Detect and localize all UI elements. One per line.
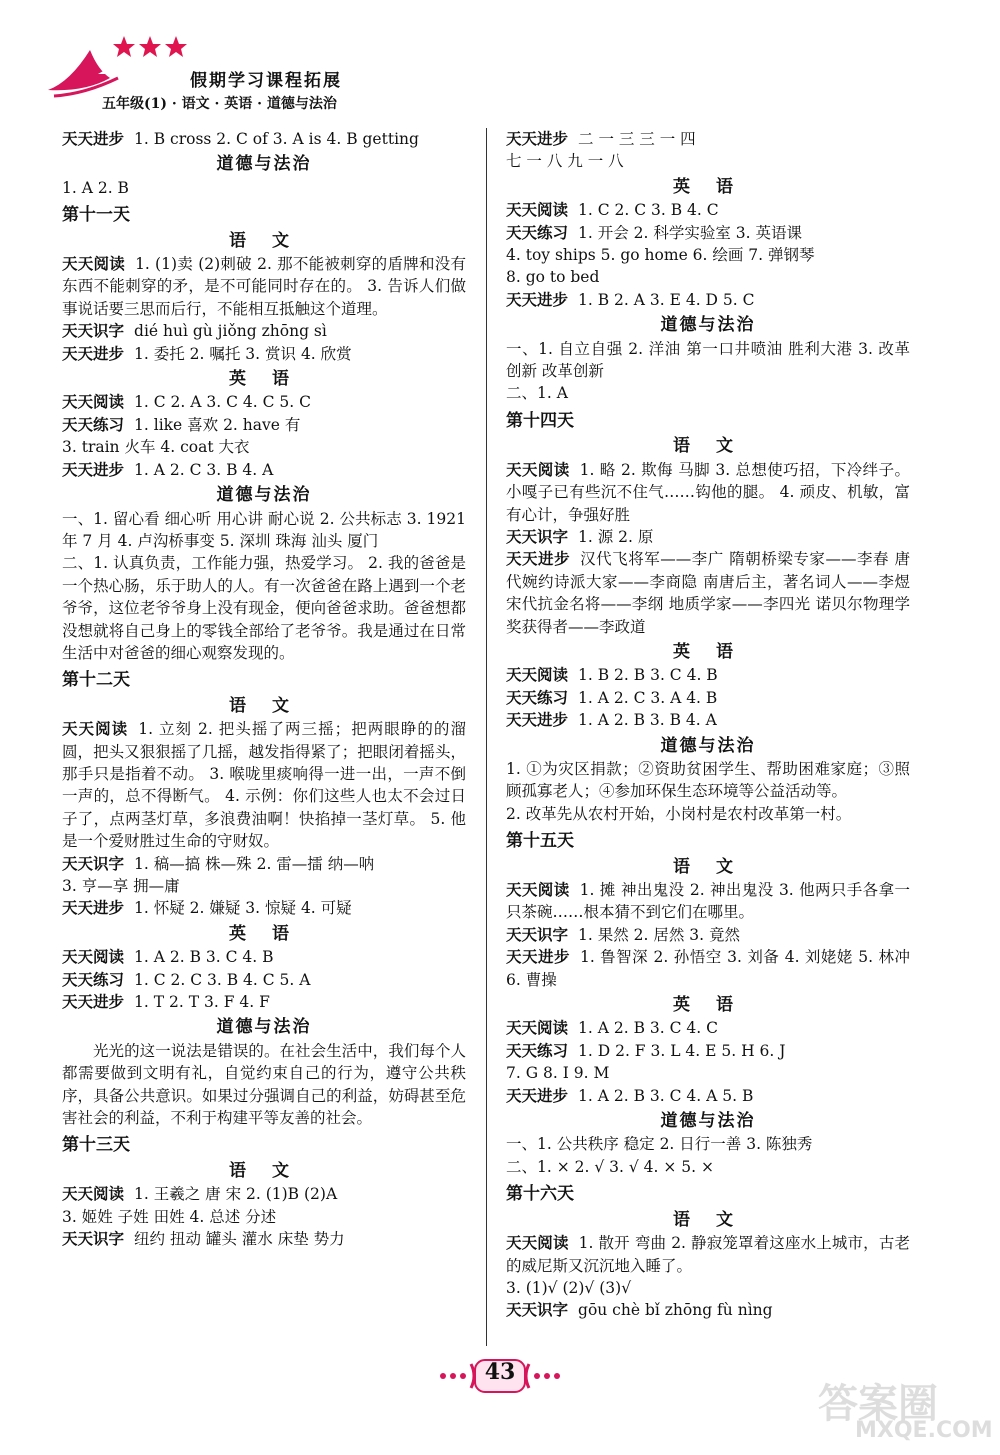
section-heading: 道德与法治 (660, 735, 756, 756)
section-heading: 语 文 (229, 695, 299, 716)
answer-line: 二、1. × 2. √ 3. √ 4. × 5. × (506, 1157, 715, 1176)
answer-line (506, 1085, 910, 1107)
item-keyword: 天天进步 (62, 344, 125, 363)
answer-text: 1. C 2. C 3. B 4. C (578, 201, 719, 220)
answer-block: 一、1. 自立自强 2. 洋油 第一口井喷油 胜利大港 3. 改革创新 改革创新 (506, 339, 910, 381)
item-keyword: 天天识字 (506, 925, 569, 944)
answer-text: 1. C 2. C 3. B 4. C 5. A (134, 970, 311, 989)
section-heading: 英 语 (229, 923, 299, 944)
answer-text: 1. 怀疑 2. 嫌疑 3. 惊疑 4. 可疑 (134, 899, 352, 918)
item-keyword: 天天阅读 (62, 948, 125, 967)
item-keyword: 天天识字 (62, 1230, 125, 1249)
answer-text: 1. 委托 2. 嘱托 3. 赏识 4. 欣赏 (134, 344, 352, 363)
answer-line: 3. 姬姓 子姓 田姓 4. 总述 分述 (62, 1207, 277, 1226)
item-keyword: 天天进步 (506, 290, 569, 309)
answer-text: 1. B 2. B 3. C 4. B (578, 666, 718, 685)
item-keyword: 天天识字 (62, 854, 125, 873)
item-keyword: 天天进步 (62, 993, 125, 1012)
answer-line (62, 414, 466, 436)
answer-text: 1. A 2. C 3. B 4. A (134, 460, 274, 479)
answer-line (62, 343, 466, 365)
item-keyword: 天天进步 (506, 1086, 569, 1105)
answer-line (62, 991, 466, 1013)
answer-text: 1. 源 2. 原 (578, 527, 654, 546)
answer-text: 纽约 扭动 罐头 灌水 床垫 势力 (134, 1230, 345, 1249)
item-keyword: 天天进步 (506, 130, 569, 148)
item-keyword: 天天阅读 (506, 1019, 569, 1038)
answer-line (62, 459, 466, 481)
answer-line: 二、1. A (506, 384, 568, 403)
item-keyword: 天天练习 (62, 415, 125, 434)
item-keyword: 天天练习 (506, 688, 569, 707)
answer-text: gōu chè bǐ zhōng fù nìng (578, 1301, 773, 1320)
answer-text: dié huì gù jiǒng zhōng sì (134, 322, 327, 341)
item-keyword: 天天阅读 (62, 720, 129, 739)
answer-text: 1. A 2. B 3. B 4. A (578, 711, 717, 730)
watermark (810, 1372, 993, 1443)
answer-block (506, 1232, 910, 1277)
answer-line (62, 391, 466, 413)
page-footer (435, 1356, 565, 1396)
page-header (40, 30, 460, 120)
watermark-url: MXQE.COM (855, 1418, 993, 1443)
section-heading: 语 文 (229, 230, 299, 251)
answer-line: 4. toy ships 5. go home 6. 绘画 7. 弹钢琴 (506, 246, 815, 265)
answer-line: 7. G 8. I 9. M (506, 1064, 610, 1083)
item-keyword: 天天阅读 (62, 255, 126, 274)
item-keyword: 天天阅读 (506, 201, 569, 220)
answer-line (62, 128, 466, 150)
answer-text: 1. A 2. C 3. A 4. B (578, 688, 718, 707)
item-keyword: 天天阅读 (506, 1234, 569, 1253)
section-heading: 语 文 (229, 1160, 299, 1181)
day-heading: 第十三天 (62, 1135, 130, 1156)
answer-block (506, 879, 910, 924)
item-keyword: 天天识字 (62, 322, 125, 341)
answer-text: 1. 开会 2. 科学实验室 3. 英语课 (578, 223, 803, 242)
answer-line: 3. (1)√ (2)√ (3)√ (506, 1278, 632, 1297)
answer-text: 1. 略 2. 欺侮 马脚 3. 总想使巧招，下冷绊子。 小嘎子已有些沉不住气……钩他的腿。 4. 顽皮、机敏，富有心计，争强好胜 (506, 460, 910, 524)
day-heading: 第十一天 (62, 205, 130, 226)
answer-line (62, 897, 466, 919)
answer-line (62, 853, 466, 875)
answer-block (506, 548, 910, 638)
answer-line (506, 687, 910, 709)
item-keyword: 天天阅读 (62, 393, 125, 412)
section-heading: 英 语 (673, 995, 743, 1016)
answer-line (62, 969, 466, 991)
answer-text: 汉代飞将军——李广 隋朝桥梁专家——李春 唐代婉约诗派大家——李商隐 南唐后主，著名词人——李煜 宋代抗金名将——李纲 地质学家——李四光 诺贝尔物理学奖获得者——李政道 (506, 550, 910, 636)
answer-block: 1. ①为灾区捐款；②资助贫困学生、帮助困难家庭；③照顾孤寡老人；④参加环保生态环境等公益活动等。 (506, 759, 910, 801)
answer-block: 2. 改革先从农村开始，小岗村是农村改革第一村。 (506, 804, 852, 823)
answer-text: 1. 果然 2. 居然 3. 竟然 (578, 925, 741, 944)
section-heading: 英 语 (673, 176, 743, 197)
answer-text: 1. 散开 弯曲 2. 静寂笼罩着这座水上城市，古老的威尼斯又沉沉地入睡了。 (506, 1234, 910, 1275)
section-heading: 道德与法治 (216, 485, 312, 506)
answer-text: 1. C 2. A 3. C 4. C 5. C (134, 393, 311, 412)
section-heading: 语 文 (673, 436, 743, 457)
answer-line (506, 1017, 910, 1039)
answer-text: 二 一 三 三 一 四 (578, 130, 696, 148)
answer-text: 1. T 2. T 3. F 4. F (134, 993, 270, 1012)
item-keyword: 天天进步 (506, 948, 570, 967)
answer-text: 1. 摊 神出鬼没 2. 神出鬼没 3. 他两只手各拿一只茶碗……根本猜不到它们在哪里。 (506, 881, 910, 922)
item-keyword: 天天进步 (506, 711, 569, 730)
day-heading: 第十五天 (506, 831, 574, 852)
page-number: 43 (484, 1359, 516, 1385)
left-column (62, 128, 466, 1251)
item-keyword: 天天练习 (506, 223, 569, 242)
answer-text: 1. A 2. B 3. C 4. C (578, 1019, 718, 1038)
answer-line: 8. go to bed (506, 268, 600, 287)
section-heading: 道德与法治 (660, 1111, 756, 1132)
section-heading: 英 语 (673, 641, 743, 662)
item-keyword: 天天进步 (62, 130, 125, 148)
answer-block (62, 253, 466, 320)
answer-text: 1. A 2. B 3. C 4. A 5. B (578, 1086, 754, 1105)
answer-line (62, 946, 466, 968)
answer-text: 1. B cross 2. C of 3. A is 4. B getting (134, 130, 419, 148)
column-divider (486, 128, 487, 1346)
section-heading: 语 文 (673, 856, 743, 877)
answer-text: 1. 鲁智深 2. 孙悟空 3. 刘备 4. 刘姥姥 5. 林冲 6. 曹操 (506, 948, 910, 989)
answer-line: 一、1. 公共秩序 稳定 2. 日行一善 3. 陈独秀 (506, 1135, 813, 1154)
item-keyword: 天天识字 (506, 527, 569, 546)
answer-text: 1. 稿—搞 株—殊 2. 雷—擂 纳—呐 (134, 854, 375, 873)
item-keyword: 天天阅读 (506, 460, 570, 479)
section-heading: 道德与法治 (216, 1017, 312, 1038)
answer-line (506, 709, 910, 731)
answer-text: 1. A 2. B 3. C 4. B (134, 948, 274, 967)
answer-line (506, 199, 910, 221)
answer-line: 3. train 火车 4. coat 大衣 (62, 438, 250, 457)
watermark-logo-text: 答案圈 (818, 1381, 938, 1427)
section-heading: 道德与法治 (660, 315, 756, 336)
item-keyword: 天天进步 (62, 899, 125, 918)
section-heading: 英 语 (229, 369, 299, 390)
answer-block (506, 459, 910, 526)
item-keyword: 天天阅读 (62, 1185, 125, 1204)
header-title: 假期学习课程拓展 (190, 71, 342, 91)
day-heading: 第十六天 (506, 1184, 574, 1205)
answer-line (62, 320, 466, 342)
answer-text: 1. 王羲之 唐 宋 2. (1)B (2)A (134, 1185, 338, 1204)
item-keyword: 天天进步 (506, 550, 571, 569)
answer-line (62, 1183, 466, 1205)
answer-line: 3. 亨—享 拥—庸 (62, 877, 180, 895)
item-keyword: 天天阅读 (506, 666, 569, 685)
answer-text: 1. D 2. F 3. L 4. E 5. H 6. J (578, 1041, 786, 1060)
answer-line: 1. A 2. B (62, 178, 129, 197)
header-subtitle: 五年级(1) · 语文 · 英语 · 道德与法治 (102, 96, 337, 112)
right-column (506, 128, 910, 1322)
item-keyword: 天天练习 (506, 1041, 569, 1060)
answer-text: 1. 立刻 2. 把头摇了两三摇；把两眼睁的的溜圆，把头又狠狠摇了几摇，越发指得紧了；把眼闭着摇头，那手只是指着不动。 3. 喉咙里痰响得一进一出，一声不倒一声的，总不得断气。 4. 示例：你们这些人也太不会过日子了，点两茎灯草，多浪费油啊！快掐掉一茎灯草。 5. 他是一个爱财胜过生命的守财奴。 (62, 720, 466, 851)
answer-block: 二、1. 认真负责，工作能力强，热爱学习。 2. 我的爸爸是一个热心肠，乐于助人的人。有一次爸爸在路上遇到一个老爷爷，这位老爷爷身上没有现金，便向爸爸求助。爸爸想都没想就将自己身上的零钱全部给了老爷爷。我是通过在日常生活中对爸爸的细心观察发现的。 (62, 554, 466, 662)
answer-line (506, 1040, 910, 1062)
answer-line (506, 1299, 910, 1321)
section-heading: 语 文 (673, 1209, 743, 1230)
answer-line (506, 664, 910, 686)
item-keyword: 天天识字 (506, 1301, 569, 1320)
answer-line: 七 一 八 九 一 八 (506, 152, 624, 171)
answer-text: 1. like 喜欢 2. have 有 (134, 415, 301, 434)
item-keyword: 天天阅读 (506, 881, 570, 899)
answer-line (506, 222, 910, 244)
answer-block: 一、1. 留心看 细心听 用心讲 耐心说 2. 公共标志 3. 1921 年 7 月 4. 卢沟桥事变 5. 深圳 珠海 汕头 厦门 (62, 509, 466, 550)
answer-line (62, 1228, 466, 1250)
answer-text: 1. B 2. A 3. E 4. D 5. C (578, 290, 755, 309)
item-keyword: 天天练习 (62, 970, 125, 989)
answer-line (506, 526, 910, 548)
answer-block (506, 946, 910, 991)
answer-block (62, 718, 466, 852)
answer-line (506, 289, 910, 311)
answer-line (506, 128, 910, 150)
answer-line (506, 924, 910, 946)
item-keyword: 天天进步 (62, 460, 125, 479)
day-heading: 第十四天 (506, 410, 574, 431)
section-heading: 道德与法治 (216, 154, 312, 175)
answer-text: 1. (1)卖 (2)刺破 2. 那不能被刺穿的盾牌和没有东西不能刺穿的矛，是不可能同时存在的。 3. 告诉人们做事说话要三思而后行，不能相互抵触这个道理。 (62, 255, 466, 318)
day-heading: 第十二天 (62, 670, 130, 691)
answer-paragraph: 光光的这一说法是错误的。在社会生活中，我们每个人都需要做到文明有礼，自觉约束自己的行为，遵守公共秩序，具备公共意识。如果过分强调自己的利益，妨碍甚至危害社会的利益，不利于构建平等友善的社会。 (62, 1041, 466, 1128)
